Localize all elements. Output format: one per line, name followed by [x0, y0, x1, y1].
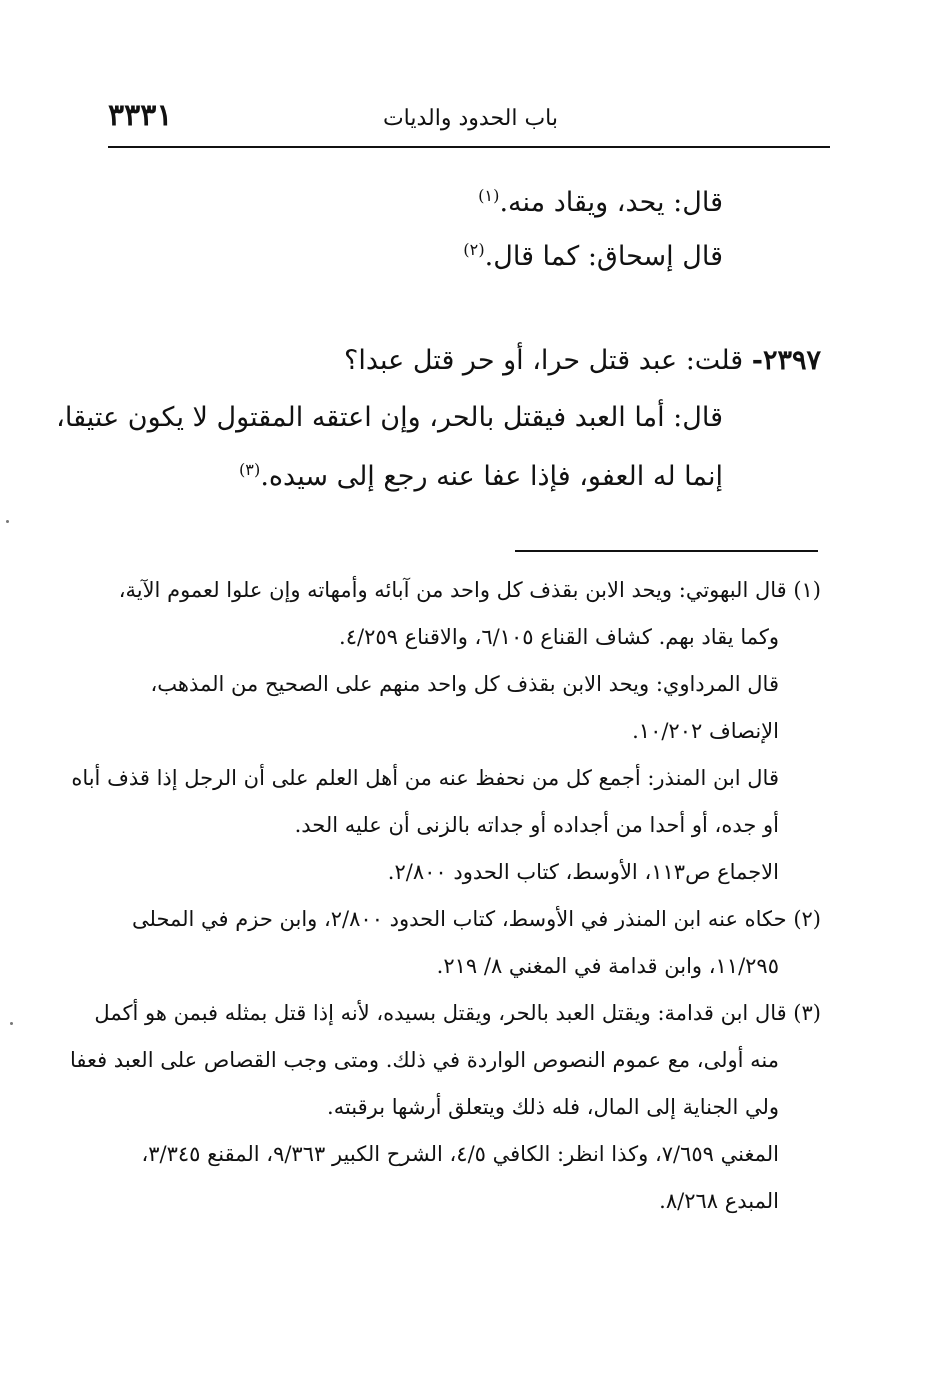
- running-title: باب الحدود والديات: [382, 106, 558, 131]
- footnote-line-11: منه أولى، مع عموم النصوص الواردة في ذلك. ومتى وجب القصاص على العبد فعفا: [69, 1048, 779, 1072]
- footnote-separator: [515, 550, 818, 552]
- footnote-line-10: (٣) قال ابن قدامة: ويقتل العبد بالحر، ويقتل بسيده، لأنه إذا قتل بمثله فبمن هو أكمل: [94, 1001, 821, 1025]
- footnote-line-3: قال المرداوي: ويحد الابن بقذف كل واحد منهم على الصحيح من المذهب،: [150, 672, 779, 696]
- page-header: [108, 98, 828, 144]
- issue-question-line: [344, 345, 821, 376]
- scan-speck: [10, 1022, 13, 1025]
- footnote-line-1: (١) قال البهوتي: ويحد الابن بقذف كل واحد من آبائه وأمهاته وإن علوا لعموم الآية،: [118, 578, 821, 602]
- scan-speck: [6, 520, 9, 523]
- issue-answer-line-1: [56, 402, 723, 433]
- footnote-line-7: الاجماع ص١١٣، الأوسط، كتاب الحدود ٢/٨٠٠.: [387, 860, 779, 884]
- footnote-line-4: الإنصاف ١٠/٢٠٢.: [632, 719, 779, 743]
- main-line-2: [463, 240, 723, 272]
- issue-answer-1: قال: أما العبد فيقتل بالحر، وإن اعتقه المقتول لا يكون عتيقا،: [56, 402, 723, 433]
- footnote-line-13: المغني ٧/٦٥٩، وكذا انظر: الكافي ٤/٥، الشرح الكبير ٩/٣٦٣، المقنع ٣/٣٤٥،: [141, 1142, 779, 1166]
- issue-answer-2: إنما له العفو، فإذا عفا عنه رجع إلى سيده.: [260, 461, 723, 492]
- main-line-1-text: قال: يحد، ويقاد منه.: [499, 187, 723, 218]
- issue-answer-line-2: [239, 460, 723, 492]
- footnote-line-8: (٢) حكاه عنه ابن المنذر في الأوسط، كتاب الحدود ٢/٨٠٠، وابن حزم في المحلى: [131, 907, 821, 931]
- footnote-line-12: ولي الجناية إلى المال، فله ذلك ويتعلق أرشها برقبته.: [327, 1095, 779, 1119]
- main-line-2-text: قال إسحاق: كما قال.: [484, 241, 723, 272]
- footnote-line-6: أو جده، أو أحدا من أجداده أو جداته بالزنى أن عليه الحد.: [294, 813, 779, 837]
- main-line-1: [478, 186, 723, 218]
- page-number: ٣٣٣١: [108, 98, 173, 133]
- footnote-line-14: المبدع ٨/٢٦٨.: [659, 1189, 779, 1213]
- footnote-ref-1: (١): [478, 186, 500, 205]
- issue-number: ٢٣٩٧-: [751, 345, 821, 376]
- footnote-line-9: ١١/٢٩٥، وابن قدامة في المغني ٨/ ٢١٩.: [436, 954, 779, 978]
- footnote-line-5: قال ابن المنذر: أجمع كل من نحفظ عنه من أهل العلم على أن الرجل إذا قذف أباه: [71, 766, 779, 790]
- header-rule: [108, 146, 830, 148]
- footnote-ref-2: (٢): [463, 240, 485, 259]
- footnote-line-2: وكما يقاد بهم. كشاف القناع ٦/١٠٥، والاقناع ٤/٢٥٩.: [339, 625, 779, 649]
- issue-question: قلت: عبد قتل حرا، أو حر قتل عبدا؟: [344, 345, 744, 376]
- footnote-ref-3: (٣): [238, 460, 261, 479]
